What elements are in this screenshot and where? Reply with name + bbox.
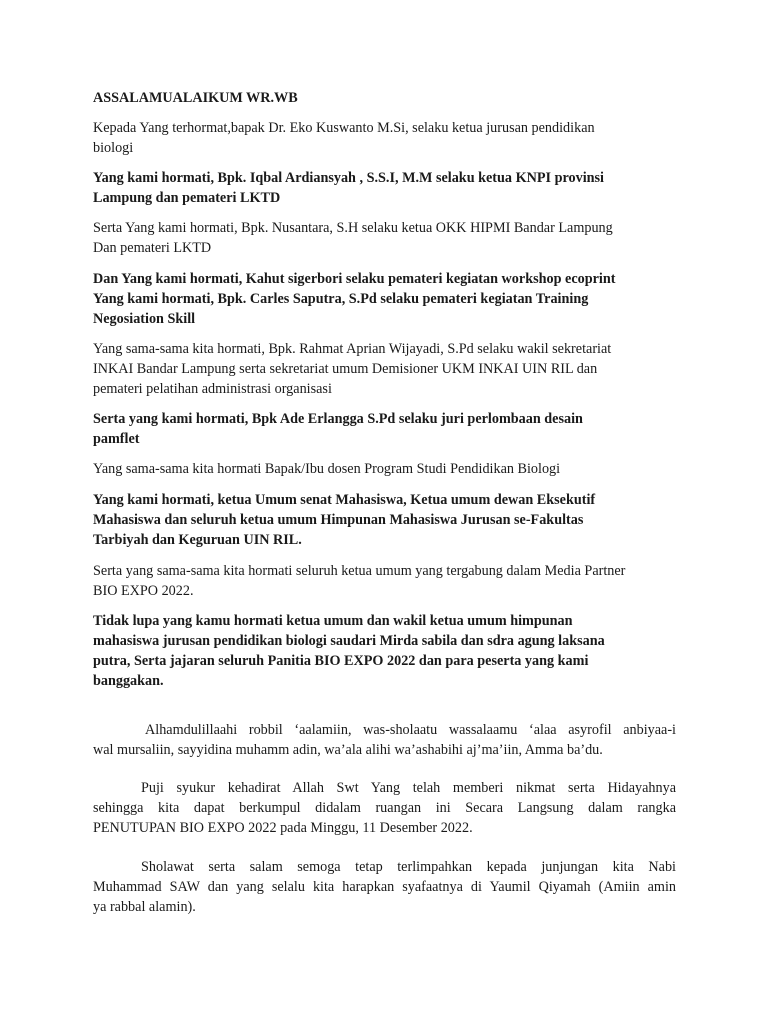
paragraph-pemateri-workshop (93, 269, 676, 329)
text-line: pemateri pelatihan administrasi organisasi (93, 381, 332, 397)
text-line: ya rabbal alamin). (93, 899, 196, 915)
paragraph-sholawat (93, 857, 676, 917)
paragraph-ketua-senat-mahasiswa (93, 490, 676, 550)
text-line: putra, Serta jajaran seluruh Panitia BIO EXPO 2022 dan para peserta yang kami (93, 653, 589, 669)
text-line: Yang kami hormati, Bpk. Carles Saputra, S.Pd selaku pemateri kegiatan Training (93, 291, 589, 307)
text-line: INKAI Bandar Lampung serta sekretariat umum Demisioner UKM INKAI UIN RIL dan (93, 361, 598, 377)
text-line: Mahasiswa dan seluruh ketua umum Himpunan Mahasiswa Jurusan se-Fakultas (93, 512, 584, 528)
paragraph-alhamdulillah (93, 720, 676, 760)
text-line: Negosiation Skill (93, 311, 196, 327)
text-line: Yang sama-sama kita hormati Bapak/Ibu dosen Program Studi Pendidikan Biologi (93, 461, 561, 477)
text-line: Serta Yang kami hormati, Bpk. Nusantara, S.H selaku ketua OKK HIPMI Bandar Lampung (93, 220, 613, 236)
text-line: biologi (93, 140, 134, 156)
paragraph-panitia-bio-expo (93, 611, 676, 691)
text-line: Yang sama-sama kita hormati, Bpk. Rahmat Aprian Wijayadi, S.Pd selaku wakil sekretariat (93, 341, 612, 357)
paragraph-media-partner (93, 561, 676, 601)
paragraph-wakil-sekretariat-inkai (93, 339, 676, 399)
text-line: banggakan. (93, 673, 164, 689)
paragraph-juri-perlombaan (93, 409, 676, 449)
text-line: Yang kami hormati, ketua Umum senat Mahasiswa, Ketua umum dewan Eksekutif (93, 492, 596, 508)
text-line: Alhamdulillaahi robbil ‘aalamiin, was-sholaatu wassalaamu ‘alaa asyrofil anbiyaa-i (145, 722, 676, 738)
text-line: BIO EXPO 2022. (93, 583, 194, 599)
text-line: Serta yang kami hormati, Bpk Ade Erlangga S.Pd selaku juri perlombaan desain (93, 411, 583, 427)
text-line: sehingga kita dapat berkumpul didalam ruangan ini Secara Langsung dalam rangka (93, 800, 676, 816)
text-line: ASSALAMUALAIKUM WR.WB (93, 90, 298, 106)
text-line: Tarbiyah dan Keguruan UIN RIL. (93, 532, 302, 548)
text-line: pamflet (93, 431, 140, 447)
text-line: Tidak lupa yang kamu hormati ketua umum dan wakil ketua umum himpunan (93, 613, 573, 629)
greeting-heading (93, 88, 676, 108)
paragraph-kepada-ketua-jurusan (93, 118, 676, 158)
paragraph-puji-syukur (93, 778, 676, 838)
text-line: Lampung dan pemateri LKTD (93, 190, 281, 206)
text-line: Dan pemateri LKTD (93, 240, 212, 256)
text-line: PENUTUPAN BIO EXPO 2022 pada Minggu, 11 Desember 2022. (93, 820, 473, 836)
text-line: mahasiswa jurusan pendidikan biologi saudari Mirda sabila dan sdra agung laksana (93, 633, 605, 649)
text-line: Muhammad SAW dan yang selalu kita harapkan syafaatnya di Yaumil Qiyamah (Amiin amin (93, 879, 676, 895)
text-line: Dan Yang kami hormati, Kahut sigerbori selaku pemateri kegiatan workshop ecoprint (93, 271, 616, 287)
paragraph-dosen-pendidikan-biologi (93, 459, 676, 479)
text-line: Puji syukur kehadirat Allah Swt Yang telah memberi nikmat serta Hidayahnya (141, 780, 676, 796)
text-line: wal mursaliin, sayyidina muhamm adin, wa’ala alihi wa’ashabihi aj’ma’iin, Amma ba’du. (93, 742, 603, 758)
paragraph-ketua-knpi (93, 168, 676, 208)
text-line: Yang kami hormati, Bpk. Iqbal Ardiansyah , S.S.I, M.M selaku ketua KNPI provinsi (93, 170, 604, 186)
text-line: Sholawat serta salam semoga tetap terlimpahkan kepada junjungan kita Nabi (141, 859, 676, 875)
paragraph-ketua-okk-hipmi (93, 218, 676, 258)
text-line: Kepada Yang terhormat,bapak Dr. Eko Kuswanto M.Si, selaku ketua jurusan pendidikan (93, 120, 595, 136)
text-line: Serta yang sama-sama kita hormati seluruh ketua umum yang tergabung dalam Media Partner (93, 563, 626, 579)
